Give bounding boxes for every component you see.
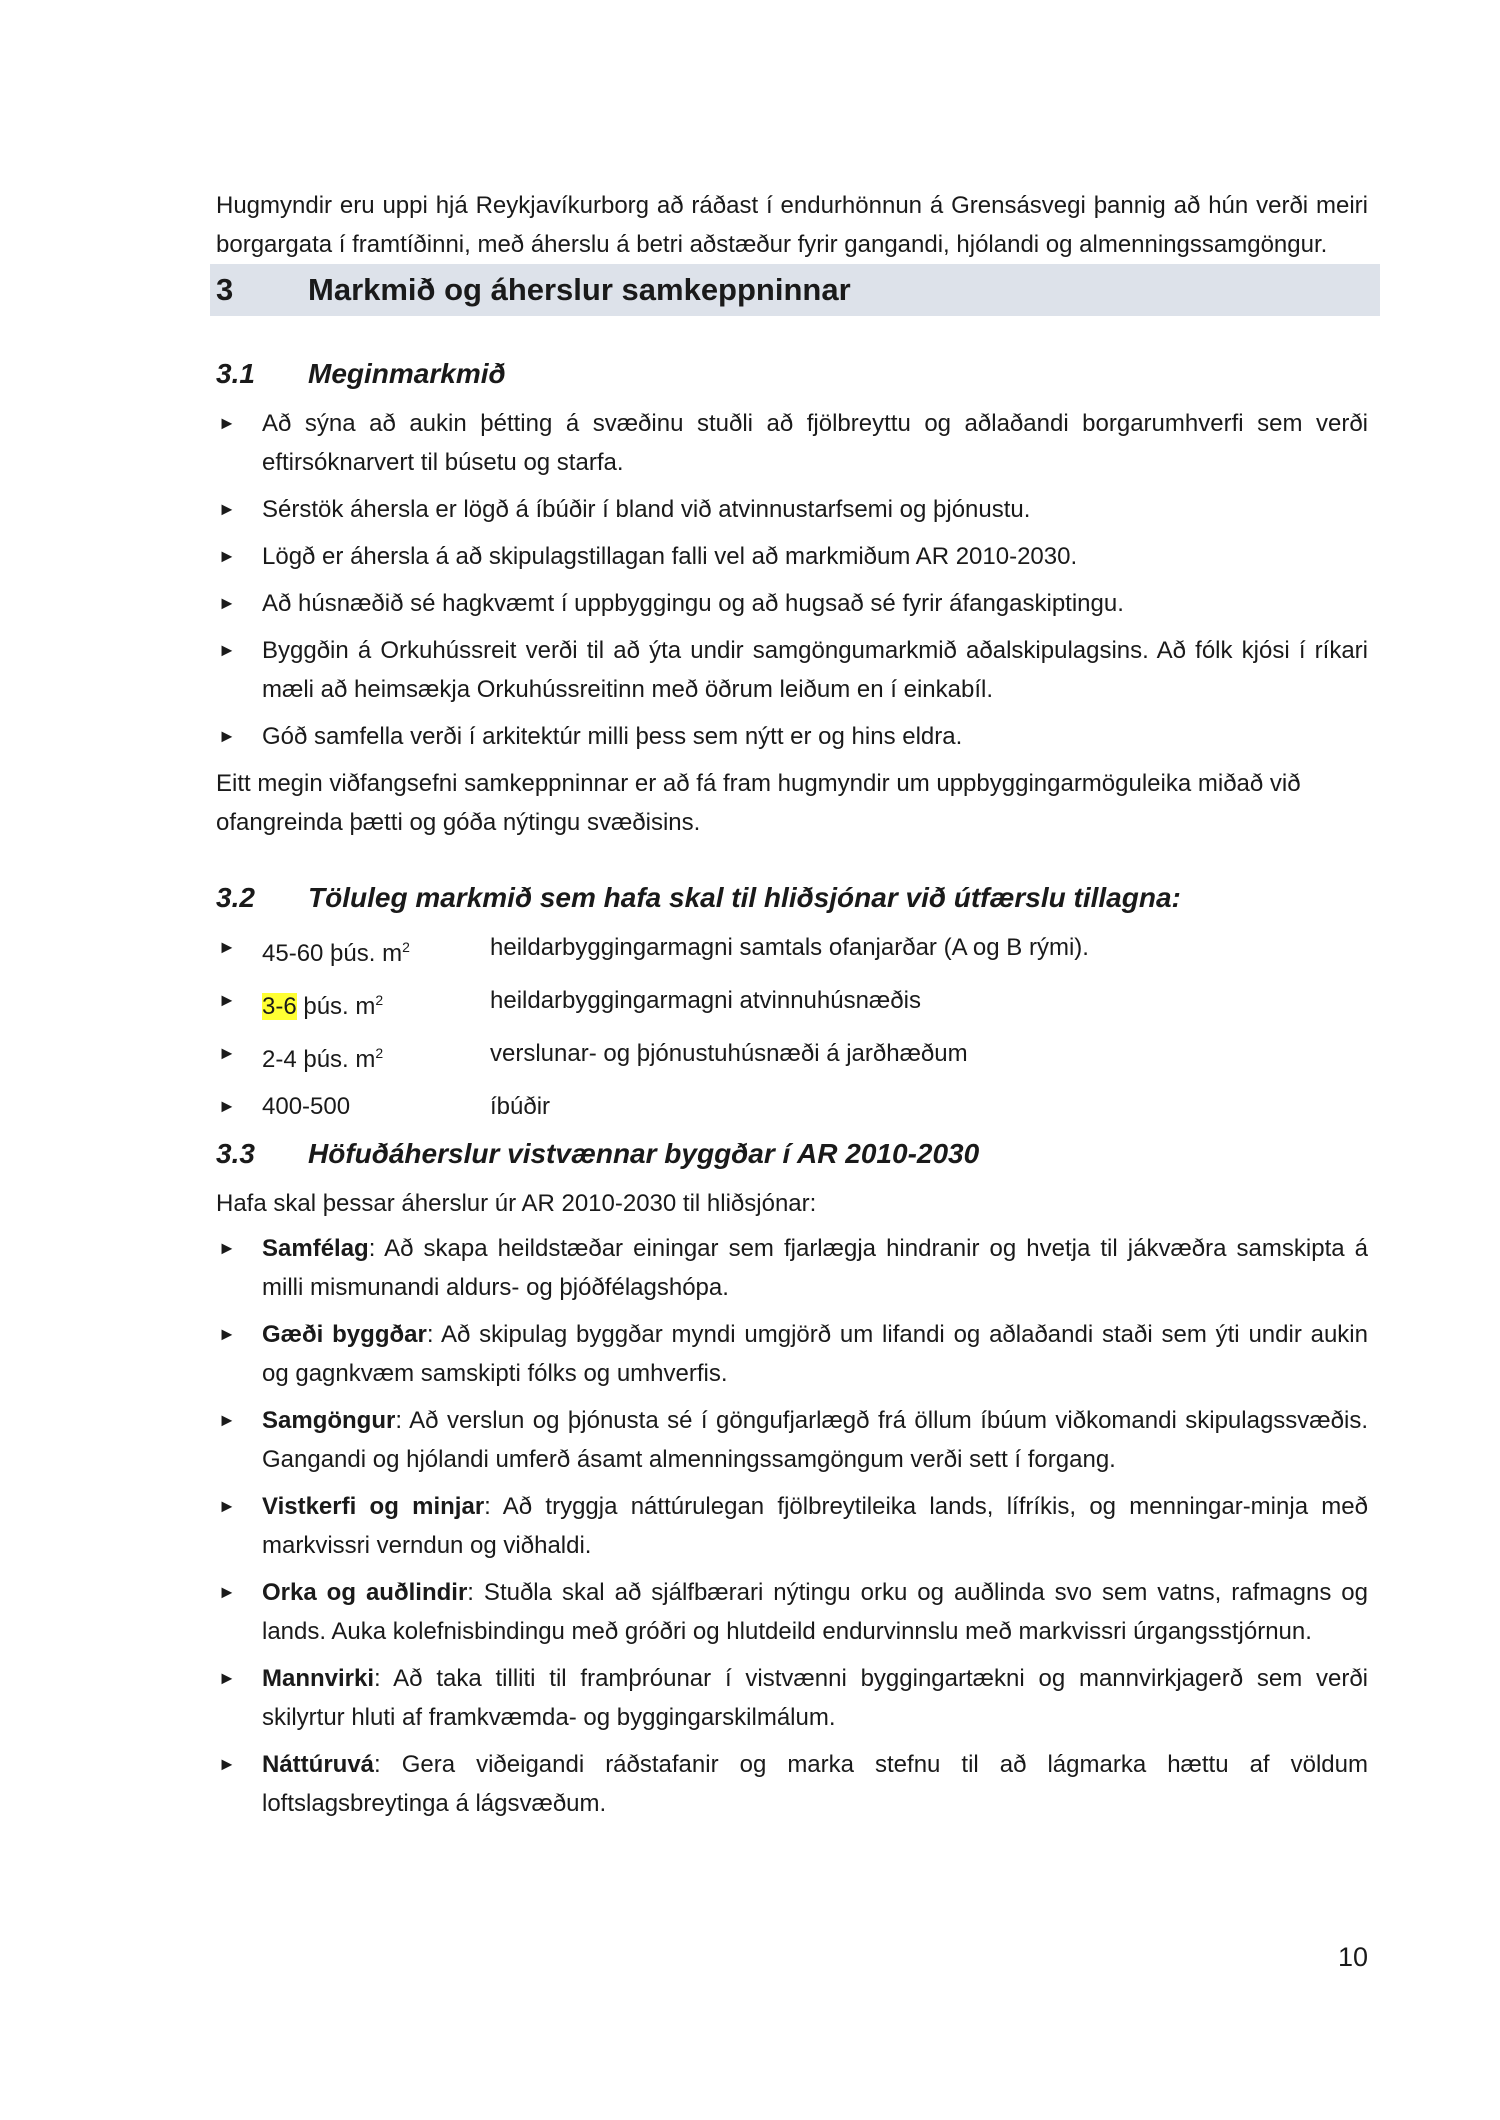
bullet-arrow-icon: ►: [218, 1582, 236, 1602]
list-item: ► Gæði byggðar: Að skipulag byggðar myndi umgjörð um lifandi og aðlaðandi staði sem ýti undir aukin og gagnkvæm samskipti fólks og umhverfis.: [216, 1315, 1368, 1393]
section-3-2-heading: [216, 878, 1368, 918]
list-item: ► Samgöngur: Að verslun og þjónusta sé í göngufjarlægð frá öllum íbúum viðkomandi skipulagssvæðis. Gangandi og hjólandi umferð ásamt almenningssamgöngum verði sett í forgang.: [216, 1401, 1368, 1479]
section-3-3-title: Höfuðáherslur vistvænnar byggðar í AR 2010-2030: [308, 1138, 980, 1169]
bullet-arrow-icon: ►: [218, 937, 236, 957]
list-item: ► 2-4 þús. $m^2$ verslunar- og þjónustuhúsnæði á jarðhæðum: [216, 1034, 1368, 1079]
list-item: ► 400-500 íbúðir: [216, 1087, 1368, 1126]
list-item: ► Vistkerfi og minjar: Að tryggja náttúrulegan fjölbreytileika lands, lífríkis, og menningar-minja með markvissri verndun og viðhaldi.: [216, 1487, 1368, 1565]
section-3-1-heading: [216, 354, 1368, 394]
section-3-1-number: 3.1: [216, 358, 255, 389]
section-3-3-heading: [216, 1134, 1368, 1174]
list-item: ► Góð samfella verði í arkitektúr milli þess sem nýtt er og hins eldra.: [216, 717, 1368, 756]
section-3-2-number: 3.2: [216, 882, 255, 913]
list-item: ► Að sýna að aukin þétting á svæðinu stuðli að fjölbreyttu og aðlaðandi borgarumhverfi sem verði eftirsóknarvert til búsetu og starfa.: [216, 404, 1368, 482]
bullet-arrow-icon: ►: [218, 726, 236, 746]
bullet-arrow-icon: ►: [218, 1096, 236, 1116]
section-3-1-paragraph: Eitt megin viðfangsefni samkeppninnar er að fá fram hugmyndir um uppbyggingarmöguleika miðað við ofangreinda þætti og góða nýtingu svæðisins.: [216, 770, 1301, 836]
bullet-arrow-icon: ►: [218, 413, 236, 433]
bullet-arrow-icon: ►: [218, 1238, 236, 1258]
section-3-number: 3: [216, 272, 234, 307]
list-item: ► Náttúruvá: Gera viðeigandi ráðstafanir og marka stefnu til að lágmarka hættu af völdum loftslagsbreytinga á lágsvæðum.: [216, 1745, 1368, 1823]
section-3-1-title: Meginmarkmið: [308, 358, 506, 389]
bullet-arrow-icon: ►: [218, 640, 236, 660]
list-item: ► Að húsnæðið sé hagkvæmt í uppbyggingu og að hugsað sé fyrir áfangaskiptingu.: [216, 584, 1368, 623]
priorities-list: [216, 1229, 1368, 1823]
section-3-heading: [210, 264, 1380, 316]
bullet-arrow-icon: ►: [218, 1043, 236, 1063]
document-page: [216, 186, 1368, 1831]
list-item: ► Samfélag: Að skapa heildstæðar einingar sem fjarlægja hindranir og hvetja til jákvæðra samskipta á milli mismunandi aldurs- og þjóðfélagshópa.: [216, 1229, 1368, 1307]
section-3-3-intro: Hafa skal þessar áherslur úr AR 2010-2030 til hliðsjónar:: [216, 1190, 817, 1217]
numeric-goals-list: [216, 928, 1368, 1126]
page-number: 10: [1337, 1942, 1368, 1972]
list-item: ► Lögð er áhersla á að skipulagstillagan falli vel að markmiðum AR 2010-2030.: [216, 537, 1368, 576]
bullet-arrow-icon: ►: [218, 499, 236, 519]
list-item: ► Mannvirki: Að taka tilliti til framþróunar í vistvænni byggingartækni og mannvirkjagerð sem verði skilyrtur hluti af framkvæmda- og byggingarskilmálum.: [216, 1659, 1368, 1737]
goals-list: [216, 404, 1368, 756]
list-item: ► 45-60 þús. $m^2$ heildarbyggingarmagni samtals ofanjarðar (A og B rými).: [216, 928, 1368, 973]
highlighted-text: 3-6: [262, 993, 297, 1020]
list-item: ► Byggðin á Orkuhússreit verði til að ýta undir samgöngumarkmið aðalskipulagsins. Að fólk kjósi í ríkari mæli að heimsækja Orkuhússreitinn með öðrum leiðum en í einkabíl.: [216, 631, 1368, 709]
list-item: ► Orka og auðlindir: Stuðla skal að sjálfbærari nýtingu orku og auðlinda svo sem vatns, rafmagns og lands. Auka kolefnisbindingu með gróðri og hlutdeild endurvinnslu með markvissri úrgangsstjórnun.: [216, 1573, 1368, 1651]
bullet-arrow-icon: ►: [218, 1668, 236, 1688]
section-3-3-number: 3.3: [216, 1138, 255, 1169]
section-3-2-title: Töluleg markmið sem hafa skal til hliðsjónar við útfærslu tillagna:: [308, 882, 1181, 913]
bullet-arrow-icon: ►: [218, 1496, 236, 1516]
bullet-arrow-icon: ►: [218, 1324, 236, 1344]
bullet-arrow-icon: ►: [218, 1754, 236, 1774]
bullet-arrow-icon: ►: [218, 1410, 236, 1430]
intro-paragraph: Hugmyndir eru uppi hjá Reykjavíkurborg að ráðast í endurhönnun á Grensásvegi þannig að hún verði meiri borgargata í framtíðinni, með áherslu á betri aðstæður fyrir gangandi, hjólandi og almenningssamgöngur.: [216, 192, 1368, 258]
section-3-title: Markmið og áherslur samkeppninnar: [308, 272, 851, 307]
list-item: ► Sérstök áhersla er lögð á íbúðir í bland við atvinnustarfsemi og þjónustu.: [216, 490, 1368, 529]
bullet-arrow-icon: ►: [218, 990, 236, 1010]
list-item: ► 3-6 þús. $m^2$ heildarbyggingarmagni atvinnuhúsnæðis: [216, 981, 1368, 1026]
bullet-arrow-icon: ►: [218, 546, 236, 566]
bullet-arrow-icon: ►: [218, 593, 236, 613]
